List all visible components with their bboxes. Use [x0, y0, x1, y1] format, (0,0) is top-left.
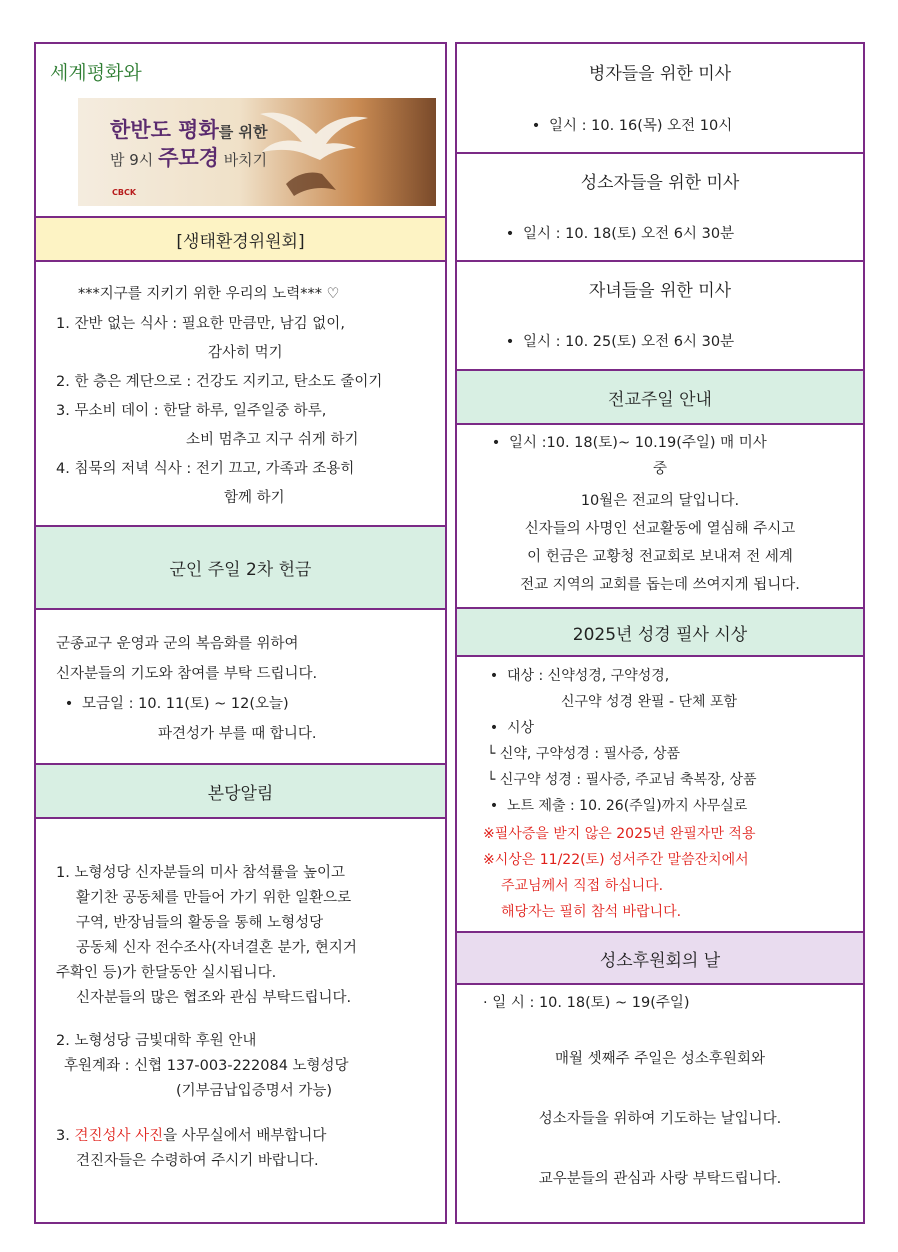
eco-item-1: 1. 잔반 없는 식사 : 필요한 만큼만, 남김 없이,	[56, 316, 345, 332]
notice-2-account: 후원계좌 : 신협 137-003-222084 노형성당	[64, 1058, 349, 1074]
bible-award-1: └ 신약, 구약성경 : 필사증, 상품	[487, 746, 681, 762]
cbck-logo: CBCK	[112, 188, 137, 197]
notice-1-line-6: 신자분들의 많은 협조와 관심 부탁드립니다.	[76, 990, 352, 1006]
peace-banner	[78, 98, 436, 206]
banner-line1-b: 를 위한	[218, 123, 268, 141]
eco-item-4b: 함께 하기	[224, 490, 285, 506]
notice-1-line-1: 1. 노형성당 신자분들의 미사 참석률을 높이고	[56, 865, 346, 881]
banner-line2-c: 바치기	[218, 151, 268, 169]
eco-item-3: 3. 무소비 데이 : 한달 하루, 일주일중 하루,	[56, 403, 327, 419]
bible-submit	[481, 793, 747, 819]
notice-3-line-2: 견진자들은 수령하여 주시기 바랍니다.	[76, 1153, 319, 1169]
mission-line-4: 이 헌금은 교황청 전교회로 보내져 전 세계	[527, 549, 793, 565]
banner-line1-a: 한반도 평화	[110, 118, 219, 142]
sick-mass-time-text: • 일시 : 10. 16(목) 오전 10시	[523, 118, 732, 134]
vocation-mass-time	[497, 220, 863, 250]
eco-item-1b: 감사히 먹기	[208, 345, 283, 361]
bible-target-text: • 대상 : 신약성경, 구약성경,	[481, 668, 669, 684]
left-column	[34, 42, 447, 1224]
mission-date	[483, 429, 767, 458]
military-line-1: 군종교구 운영과 군의 복음화를 위하여	[56, 636, 299, 652]
vocation-mass-header: 성소자들을 위한 미사	[457, 152, 863, 206]
children-mass-time-text: • 일시 : 10. 25(토) 오전 6시 30분	[497, 334, 734, 350]
bible-note-3: 주교님께서 직접 하십니다.	[501, 878, 664, 894]
military-line-4: 파견성가 부를 때 합니다.	[158, 726, 317, 742]
dove-icon	[256, 104, 376, 204]
military-line-2: 신자분들의 기도와 참여를 부탁 드립니다.	[56, 666, 318, 682]
peace-section	[36, 44, 445, 216]
bible-award	[481, 715, 534, 741]
mission-line-2: 10월은 전교의 달입니다.	[580, 493, 740, 509]
bible-submit-text: • 노트 제출 : 10. 26(주일)까지 사무실로	[481, 798, 747, 814]
notice-1-line-2: 활기찬 공동체를 만들어 가기 위한 일환으로	[76, 890, 352, 906]
children-mass-header: 자녀들을 위한 미사	[457, 260, 863, 314]
notice-body	[36, 817, 445, 1222]
notice-3-prefix: 3.	[56, 1128, 75, 1144]
sick-mass-header: 병자들을 위한 미사	[588, 63, 732, 84]
banner-line2-b: 주모경	[158, 146, 219, 170]
notice-3-highlight: 견진성사 사진	[74, 1128, 164, 1144]
bible-note-4: 해당자는 필히 참석 바랍니다.	[501, 904, 682, 920]
mission-date-text: • 일시 :10. 18(토)~ 10.19(주일) 매 미사	[483, 435, 767, 451]
bible-target	[481, 663, 669, 689]
support-body	[457, 983, 863, 1222]
eco-intro: ***지구를 지키기 위한 우리의 노력*** ♡	[78, 286, 340, 302]
banner-line2-a: 밤 9시	[110, 151, 159, 169]
eco-header: [생태환경위원회]	[36, 216, 445, 260]
support-line-2: 매월 셋째주 주일은 성소후원회와	[555, 1051, 765, 1067]
notice-3-rest: 을 사무실에서 배부합니다	[163, 1128, 327, 1144]
notice-2-line-3: (기부금납입증명서 가능)	[176, 1083, 332, 1099]
bible-note-2: ※시상은 11/22(토) 성서주간 말씀잔치에서	[483, 852, 749, 868]
bible-header: 2025년 성경 필사 시상	[457, 607, 863, 655]
notice-2-line-1: 2. 노형성당 금빛대학 후원 안내	[56, 1033, 257, 1049]
eco-item-2: 2. 한 층은 계단으로 : 건강도 지키고, 탄소도 줄이기	[56, 374, 383, 390]
peace-title: 세계평화와	[50, 62, 142, 84]
military-body	[36, 608, 445, 763]
support-line-3: 성소자들을 위하여 기도하는 날입니다.	[538, 1111, 782, 1127]
support-date: · 일 시 : 10. 18(토) ~ 19(주일)	[483, 995, 690, 1011]
mission-line-5: 전교 지역의 교회를 돕는데 쓰여지게 됩니다.	[520, 577, 800, 593]
notice-3-line-1	[56, 1124, 326, 1149]
notice-1-line-3: 구역, 반장님들의 활동을 통해 노형성당	[76, 915, 324, 931]
sick-mass-time	[523, 112, 863, 142]
bible-body	[457, 655, 863, 931]
notice-header: 본당알림	[36, 763, 445, 817]
mission-line-3: 신자들의 사명인 선교활동에 열심해 주시고	[524, 521, 796, 537]
eco-item-4: 4. 침묵의 저녁 식사 : 전기 끄고, 가족과 조용히	[56, 461, 355, 477]
children-mass-time	[497, 328, 863, 358]
eco-item-3b: 소비 멈추고 지구 쉬게 하기	[186, 432, 359, 448]
bible-award-2: └ 신구약 성경 : 필사증, 주교님 축복장, 상품	[487, 772, 757, 788]
support-header: 성소후원회의 날	[457, 931, 863, 983]
right-column	[455, 42, 865, 1224]
mission-date-cont: 중	[652, 461, 667, 477]
mission-body	[457, 423, 863, 607]
bible-award-text: • 시상	[481, 720, 534, 736]
bible-note-1: ※필사증을 받지 않은 2025년 완필자만 적용	[483, 826, 756, 842]
support-line-4: 교우분들의 관심과 사랑 부탁드립니다.	[538, 1171, 782, 1187]
vocation-mass-time-text: • 일시 : 10. 18(토) 오전 6시 30분	[497, 226, 734, 242]
military-header: 군인 주일 2차 헌금	[36, 525, 445, 608]
mission-header: 전교주일 안내	[457, 369, 863, 423]
bible-target-cont: 신구약 성경 완필 - 단체 포함	[561, 694, 738, 710]
notice-1-line-5: 주확인 등)가 한달동안 실시됩니다.	[56, 965, 277, 981]
eco-body	[36, 260, 445, 525]
military-date: • 모금일 : 10. 11(토) ~ 12(오늘)	[56, 690, 289, 719]
notice-1-line-4: 공동체 신자 전수조사(자녀결혼 분가, 현지거	[76, 940, 357, 956]
